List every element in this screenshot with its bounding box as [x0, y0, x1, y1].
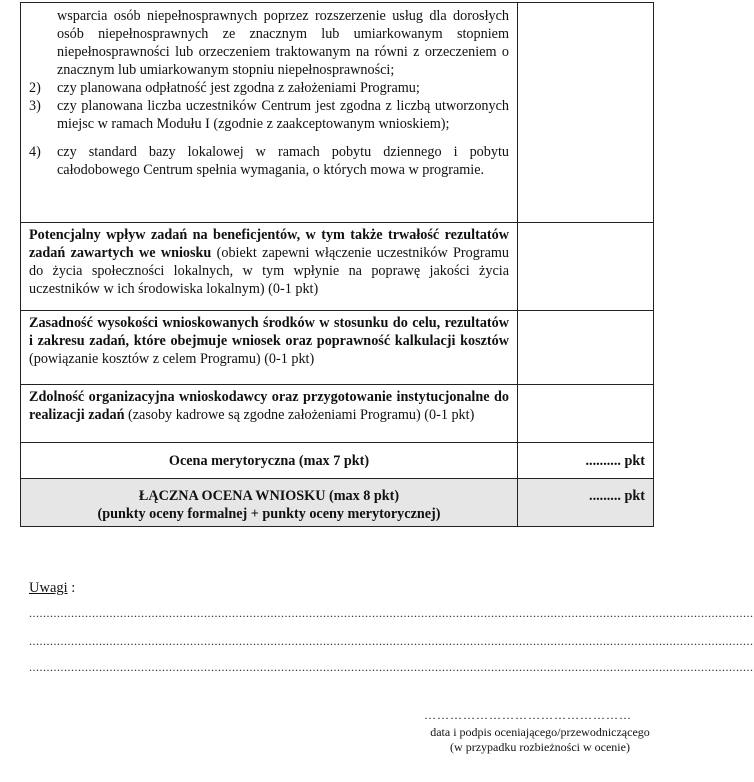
criteria-item: 4) czy standard bazy lokalowej w ramach pobytu dziennego i pobytu całodobowego Centrum spełnia wymagania, o których mowa w programie. [29, 144, 509, 178]
criteria-text: Zdolność organizacyjna wnioskodawcy oraz przygotowanie instytucjonalne do realizacji zadań (zasoby kadrowe są zgodne założeniami Programu) (0-1 pkt) [29, 389, 509, 423]
criteria-row-3 [21, 311, 654, 385]
remarks-line[interactable]: ............................................................................................................................................................................................................... [29, 660, 754, 674]
signature-caption-note: (w przypadku rozbieżności w ocenie) [450, 740, 630, 754]
criteria-intro-text: wsparcia osób niepełnosprawnych poprzez rozszerzenie usług dla dorosłych osób niepełnosprawnych ze znacznym lub umiarkowanym stopniem niepełnosprawności lub orzeczeniem traktowanym na równi z orzeczeniem o znacznym lub umiarkowanym stopniu niepełnosprawności; [57, 8, 509, 78]
criteria-row-2 [21, 223, 654, 311]
remarks-line[interactable]: ............................................................................................................................................................................................................... [29, 606, 754, 620]
total-score-label: ŁĄCZNA OCENA WNIOSKU (max 8 pkt) (punkty oceny formalnej + punkty oceny merytorycznej) [97, 488, 441, 522]
criteria-item: 2) czy planowana odpłatność jest zgodna z założeniami Programu; [29, 80, 420, 96]
criteria-cell [21, 3, 518, 223]
remarks-line[interactable]: ............................................................................................................................................................................................................... [29, 634, 754, 648]
criteria-text: Zasadność wysokości wnioskowanych środków w stosunku do celu, rezultatów i zakresu zadań, które obejmuje wniosek oraz poprawność kalkulacji kosztów (powiązanie kosztów z celem Programu) (0-1 pkt) [29, 315, 509, 367]
score-cell[interactable] [518, 311, 654, 385]
criteria-item: 3) czy planowana liczba uczestników Centrum jest zgodna z liczbą utworzonych miejsc w ramach Modułu I (zgodnie z zaakceptowanym wnioskiem); [29, 98, 509, 132]
criteria-text: Potencjalny wpływ zadań na beneficjentów, w tym także trwałość rezultatów zadań zawartych we wniosku (obiekt zapewni włączenie uczestników Programu do życia społeczności lokalnych, w tym wpłynie na poprawę jakości życia uczestników w ich środowiska lokalnym) (0-1 pkt) [29, 227, 509, 297]
merit-score-row [21, 443, 654, 479]
score-cell[interactable] [518, 3, 654, 223]
criteria-row-4 [21, 385, 654, 443]
evaluation-table [20, 2, 654, 527]
criteria-row-1 [21, 3, 654, 223]
signature-line[interactable]: ………………………………………… [424, 708, 632, 722]
total-score-row [21, 479, 654, 527]
merit-score-label: Ocena merytoryczna (max 7 pkt) [168, 453, 370, 469]
total-score-points[interactable]: ......... pkt [589, 488, 645, 504]
signature-caption: data i podpis oceniającego/przewodniczącego [430, 725, 650, 739]
remarks-label: Uwagi : [29, 580, 76, 596]
score-cell[interactable] [518, 223, 654, 311]
score-cell[interactable] [518, 385, 654, 443]
merit-score-points[interactable]: .......... pkt [585, 453, 645, 469]
